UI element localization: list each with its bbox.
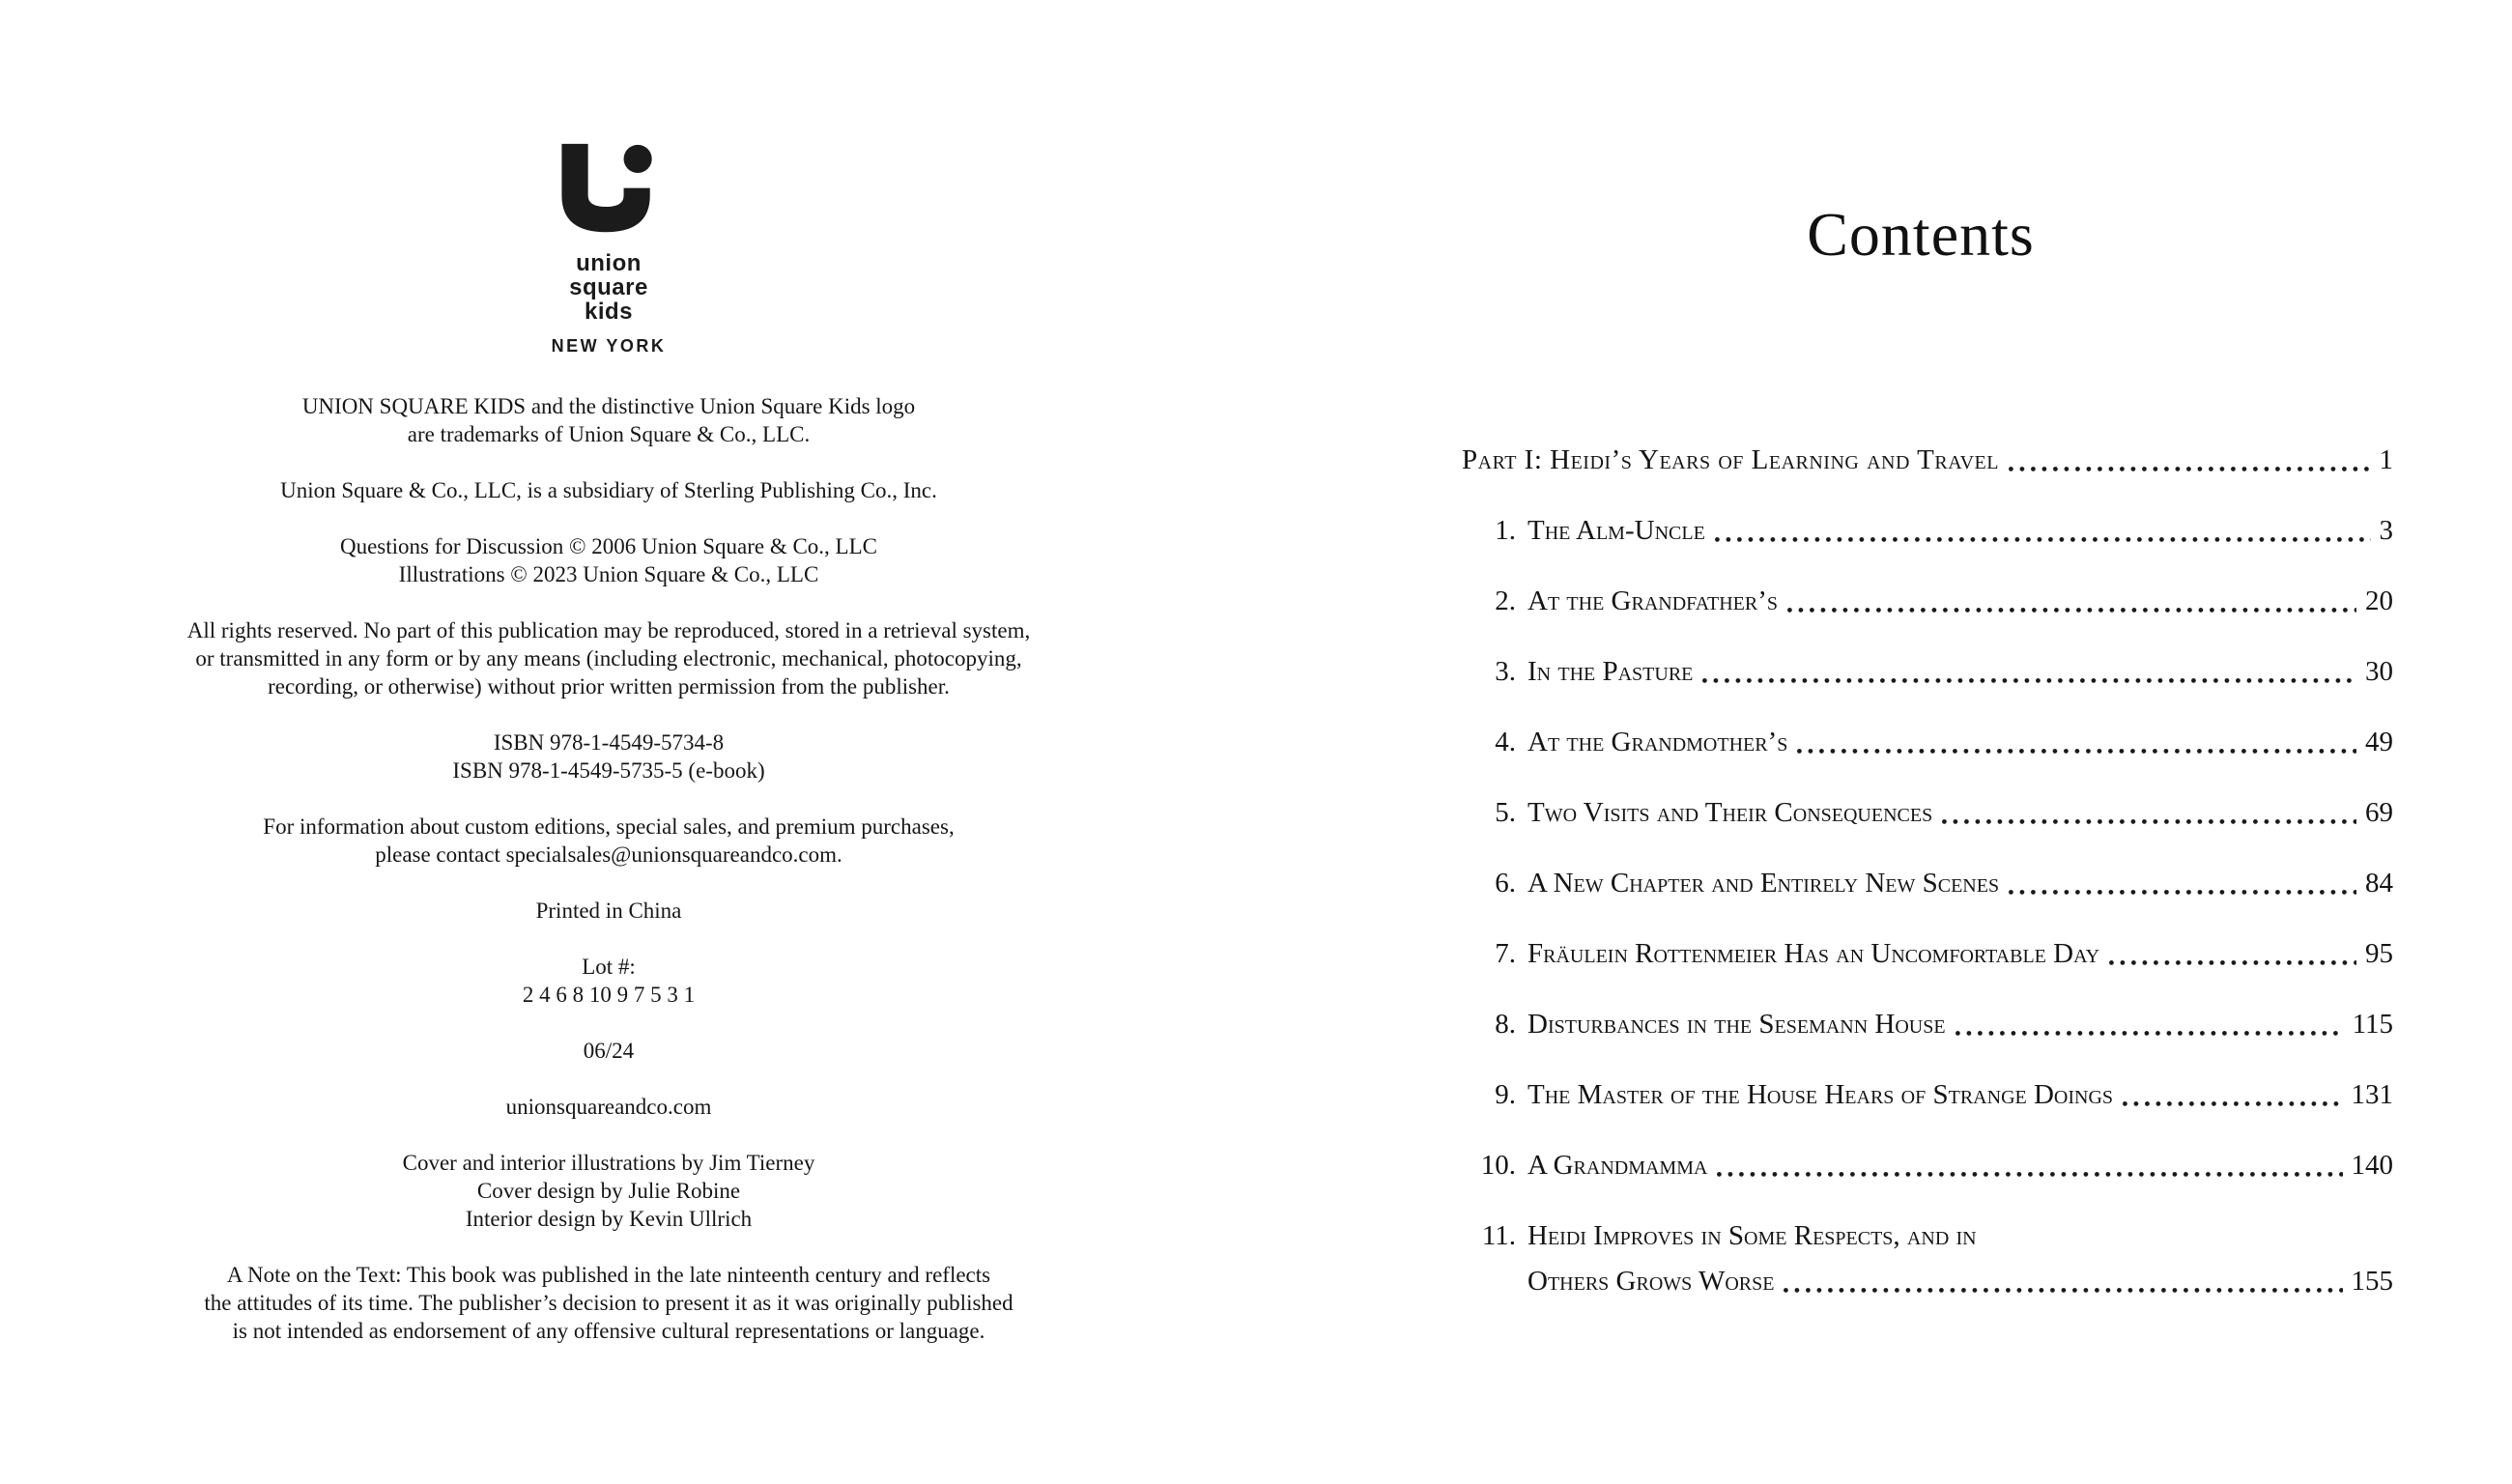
toc-entry-label: Fräulein Rottenmeier Has an Uncomfortable Day xyxy=(1527,938,2100,969)
logo-wordmark xyxy=(0,251,1217,324)
copyright-line: please contact specialsales@unionsquareandco.com. xyxy=(375,842,842,867)
dot-leader xyxy=(1942,819,2356,824)
toc-entry xyxy=(1462,513,2393,549)
copyright-paragraph xyxy=(0,897,1217,925)
copyright-paragraph xyxy=(0,813,1217,869)
copyright-line: UNION SQUARE KIDS and the distinctive Union Square Kids logo xyxy=(301,394,916,418)
toc-entry-label: The Master of the House Hears of Strange Doings xyxy=(1527,1079,2114,1110)
toc-entry-page-number: 155 xyxy=(2351,1266,2393,1297)
copyright-paragraph xyxy=(0,476,1217,504)
toc-entry-label: In the Pasture xyxy=(1527,656,1694,687)
copyright-line: Questions for Discussion © 2006 Union Square & Co., LLC xyxy=(339,534,878,558)
copyright-line: or transmitted in any form or by any means (including electronic, mechanical, photocopying, xyxy=(195,646,1022,671)
logo-wordmark-line: union xyxy=(576,250,642,276)
table-of-contents xyxy=(1462,442,2393,1299)
copyright-line: unionsquareandco.com xyxy=(505,1095,712,1119)
copyright-page xyxy=(0,0,1217,1484)
copyright-paragraph xyxy=(0,1261,1217,1345)
toc-entry-number: 9. xyxy=(1495,1079,1516,1110)
copyright-line: Lot #: xyxy=(582,955,636,979)
copyright-line: All rights reserved. No part of this publication may be reproduced, stored in a retrieval system, xyxy=(186,618,1031,642)
copyright-line: ISBN 978-1-4549-5735-5 (e-book) xyxy=(452,758,765,783)
toc-entry-label: At the Grandfather’s xyxy=(1527,585,1779,616)
toc-entry xyxy=(1462,795,2393,831)
toc-entry-number: 5. xyxy=(1495,797,1516,828)
copyright-paragraph xyxy=(0,1037,1217,1065)
dot-leader xyxy=(1955,1031,2344,1036)
copyright-line: Cover design by Julie Robine xyxy=(476,1179,741,1203)
toc-entry-page-number: 84 xyxy=(2365,868,2393,899)
logo-wordmark-line: kids xyxy=(584,299,634,325)
toc-entry-number: 7. xyxy=(1495,938,1516,969)
copyright-paragraph xyxy=(0,953,1217,1009)
copyright-line: Interior design by Kevin Ullrich xyxy=(465,1207,753,1231)
toc-entry-number: 11. xyxy=(1481,1220,1516,1251)
toc-entry-number: 3. xyxy=(1495,656,1516,687)
copyright-paragraph xyxy=(0,728,1217,785)
copyright-line: are trademarks of Union Square & Co., LLC. xyxy=(407,422,811,446)
toc-entry-page-number: 3 xyxy=(2379,515,2393,546)
toc-entry-continuation xyxy=(1462,1264,2393,1299)
contents-title: Contents xyxy=(1807,200,2035,269)
toc-entry-label: Two Visits and Their Consequences xyxy=(1527,797,1933,828)
publisher-logo xyxy=(0,0,1217,357)
copyright-text-block xyxy=(0,392,1217,1345)
dot-leader xyxy=(1787,608,2356,613)
copyright-line: recording, or otherwise) without prior written permission from the publisher. xyxy=(268,674,950,699)
copyright-line: ISBN 978-1-4549-5734-8 xyxy=(493,730,725,755)
copyright-paragraph xyxy=(0,532,1217,588)
dot-leader xyxy=(1717,1172,2342,1177)
toc-entry-number: 4. xyxy=(1495,727,1516,757)
dot-leader xyxy=(2009,890,2356,895)
toc-entry-page-number: 115 xyxy=(2352,1009,2393,1040)
toc-entry-label: Others Grows Worse xyxy=(1527,1266,1775,1297)
logo-city-label: NEW YORK xyxy=(551,336,667,356)
copyright-line: Printed in China xyxy=(535,899,682,923)
copyright-line: 2 4 6 8 10 9 7 5 3 1 xyxy=(522,983,696,1007)
toc-entry-page-number: 20 xyxy=(2365,585,2393,616)
dot-leader xyxy=(1715,537,2371,542)
toc-entry-label: Disturbances in the Sesemann House xyxy=(1527,1009,1946,1040)
toc-entry-number: 10. xyxy=(1480,1150,1516,1181)
toc-part-heading xyxy=(1462,442,2393,478)
dot-leader xyxy=(1702,678,2356,683)
toc-entry xyxy=(1462,725,2393,760)
copyright-line: Illustrations © 2023 Union Square & Co., LLC xyxy=(398,562,819,586)
toc-entry-page-number: 131 xyxy=(2351,1079,2393,1110)
dot-leader xyxy=(2109,960,2356,965)
toc-entry xyxy=(1462,1148,2393,1184)
dot-leader xyxy=(1784,1288,2342,1293)
toc-entry xyxy=(1462,1077,2393,1113)
toc-entry-number: 2. xyxy=(1495,585,1516,616)
toc-entry xyxy=(1462,866,2393,901)
copyright-paragraph xyxy=(0,392,1217,448)
toc-entry-number: 6. xyxy=(1495,868,1516,899)
copyright-paragraph xyxy=(0,616,1217,700)
toc-entry-label: The Alm-Uncle xyxy=(1527,515,1705,546)
dot-leader xyxy=(1797,749,2356,754)
copyright-line: A Note on the Text: This book was published in the late ninteenth century and reflects xyxy=(226,1263,991,1287)
copyright-paragraph xyxy=(0,1149,1217,1233)
toc-entry-label: At the Grandmother’s xyxy=(1527,727,1788,757)
toc-entry-label: A Grandmamma xyxy=(1527,1150,1708,1181)
toc-entry-label: Part I: Heidi’s Years of Learning and Travel xyxy=(1462,444,1999,475)
contents-page xyxy=(1256,0,2512,1484)
copyright-line: For information about custom editions, special sales, and premium purchases, xyxy=(263,814,955,839)
toc-entry-label: A New Chapter and Entirely New Scenes xyxy=(1527,868,2000,899)
logo-wordmark-line: square xyxy=(569,274,648,300)
toc-entry-number: 8. xyxy=(1495,1009,1516,1040)
toc-entry xyxy=(1462,1218,2393,1254)
dot-leader xyxy=(2009,467,2371,471)
union-square-kids-logo-icon xyxy=(561,141,656,240)
toc-entry xyxy=(1462,654,2393,690)
copyright-line: the attitudes of its time. The publisher’s decision to present it as it was originally published xyxy=(204,1291,1013,1315)
toc-entry-page-number: 49 xyxy=(2365,727,2393,757)
toc-entry xyxy=(1462,1007,2393,1042)
copyright-paragraph xyxy=(0,1093,1217,1121)
toc-entry-page-number: 1 xyxy=(2379,444,2393,475)
toc-entry-page-number: 69 xyxy=(2365,797,2393,828)
toc-entry-page-number: 30 xyxy=(2365,656,2393,687)
toc-entry-page-number: 140 xyxy=(2351,1150,2393,1181)
toc-entry xyxy=(1462,936,2393,972)
dot-leader xyxy=(2123,1101,2342,1106)
toc-entry-page-number: 95 xyxy=(2365,938,2393,969)
copyright-line: Cover and interior illustrations by Jim Tierney xyxy=(402,1151,815,1175)
toc-entry-label: Heidi Improves in Some Respects, and in xyxy=(1527,1220,1977,1251)
copyright-line: 06/24 xyxy=(583,1039,635,1063)
toc-entry xyxy=(1462,584,2393,619)
copyright-line: Union Square & Co., LLC, is a subsidiary of Sterling Publishing Co., Inc. xyxy=(280,478,937,502)
copyright-line: is not intended as endorsement of any offensive cultural representations or language. xyxy=(232,1319,985,1343)
toc-entry-number: 1. xyxy=(1495,515,1516,546)
